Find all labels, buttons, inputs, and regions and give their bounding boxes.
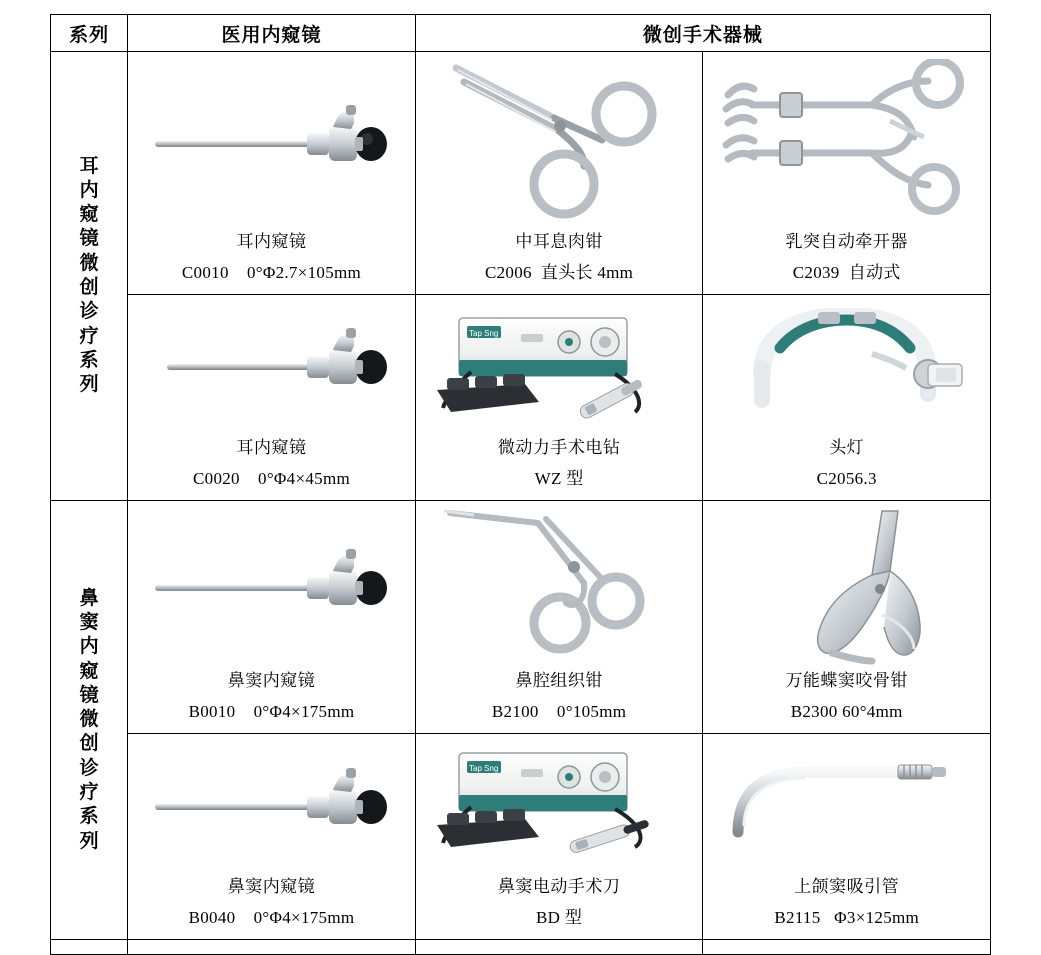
- product-cell[interactable]: [128, 734, 416, 940]
- series-label-text: 鼻窦内窥镜微创诊疗系列: [79, 587, 100, 852]
- series-label-ear: [51, 52, 128, 501]
- product-name: 中耳息肉钳: [515, 232, 603, 251]
- product-cell[interactable]: [128, 501, 416, 734]
- table-row: [51, 734, 991, 940]
- table-row: [51, 52, 991, 295]
- endoscope-icon: [134, 299, 409, 437]
- product-code: B2100 0°105mm: [491, 702, 627, 722]
- product-code: B0010 0°Φ4×175mm: [188, 702, 355, 722]
- table-row: [51, 501, 991, 734]
- svg-text:Tap Sng: Tap Sng: [469, 329, 499, 339]
- product-code: C2006 直头长 4mm: [484, 263, 634, 283]
- product-code: BD 型: [536, 908, 583, 928]
- product-catalog-table: [50, 14, 991, 955]
- product-name: 乳突自动牵开器: [785, 232, 908, 251]
- product-name: 鼻窦电动手术刀: [497, 877, 621, 897]
- product-code: C0010 0°Φ2.7×105mm: [181, 263, 362, 283]
- product-cell[interactable]: [703, 52, 991, 295]
- rongeur-icon: [709, 505, 984, 670]
- header-endoscope: 医用内窥镜: [128, 15, 416, 52]
- product-name: 上颌窦吸引管: [794, 877, 900, 897]
- product-code: B2300 60°4mm: [790, 702, 903, 722]
- product-cell[interactable]: [415, 295, 703, 501]
- endoscope-icon: [134, 738, 409, 876]
- product-cell[interactable]: [703, 734, 991, 940]
- header-series: 系列: [51, 15, 128, 52]
- product-cell[interactable]: [703, 501, 991, 734]
- product-name: 鼻窦内窥镜: [227, 671, 316, 691]
- product-code: WZ 型: [534, 469, 584, 489]
- series-label-text: 耳内窥镜微创诊疗系列: [79, 155, 100, 396]
- product-name: 耳内窥镜: [236, 232, 307, 251]
- forceps-icon: [422, 56, 697, 231]
- product-code: C0020 0°Φ4×45mm: [193, 469, 350, 489]
- endoscope-icon: [134, 505, 409, 670]
- product-name: 鼻腔组织钳: [515, 671, 603, 691]
- long-forceps-icon: [422, 505, 697, 670]
- table-row-partial: [51, 940, 991, 955]
- series-label-sinus: [51, 501, 128, 940]
- header-instruments: 微创手术器械: [415, 15, 990, 52]
- product-code: B2115 Φ3×125mm: [774, 908, 920, 928]
- endoscope-icon: [134, 56, 409, 231]
- product-name: 头灯: [829, 438, 865, 457]
- next-row-stub: [128, 940, 416, 955]
- product-name: 万能蝶窦咬骨钳: [785, 671, 908, 691]
- table-header-row: [51, 15, 991, 52]
- product-name: 耳内窥镜: [236, 438, 307, 457]
- drill-console-icon: [422, 299, 697, 437]
- retractor-icon: [709, 56, 984, 231]
- drill-console-icon: [422, 738, 697, 876]
- product-code: C2056.3: [816, 469, 877, 489]
- product-cell[interactable]: [415, 734, 703, 940]
- next-row-stub: [703, 940, 991, 955]
- product-cell[interactable]: [415, 501, 703, 734]
- product-cell[interactable]: [128, 295, 416, 501]
- product-code: C2039 自动式: [792, 263, 901, 283]
- svg-text:Tap Sng: Tap Sng: [469, 764, 499, 774]
- table-row: [51, 295, 991, 501]
- product-cell[interactable]: [703, 295, 991, 501]
- product-cell[interactable]: [128, 52, 416, 295]
- product-name: 微动力手术电钻: [497, 438, 621, 457]
- next-row-stub: [415, 940, 703, 955]
- product-cell[interactable]: [415, 52, 703, 295]
- product-code: B0040 0°Φ4×175mm: [188, 908, 355, 928]
- next-row-stub: [51, 940, 128, 955]
- suction-tube-icon: [709, 738, 984, 876]
- headlamp-icon: [709, 299, 984, 437]
- product-name: 鼻窦内窥镜: [227, 877, 316, 897]
